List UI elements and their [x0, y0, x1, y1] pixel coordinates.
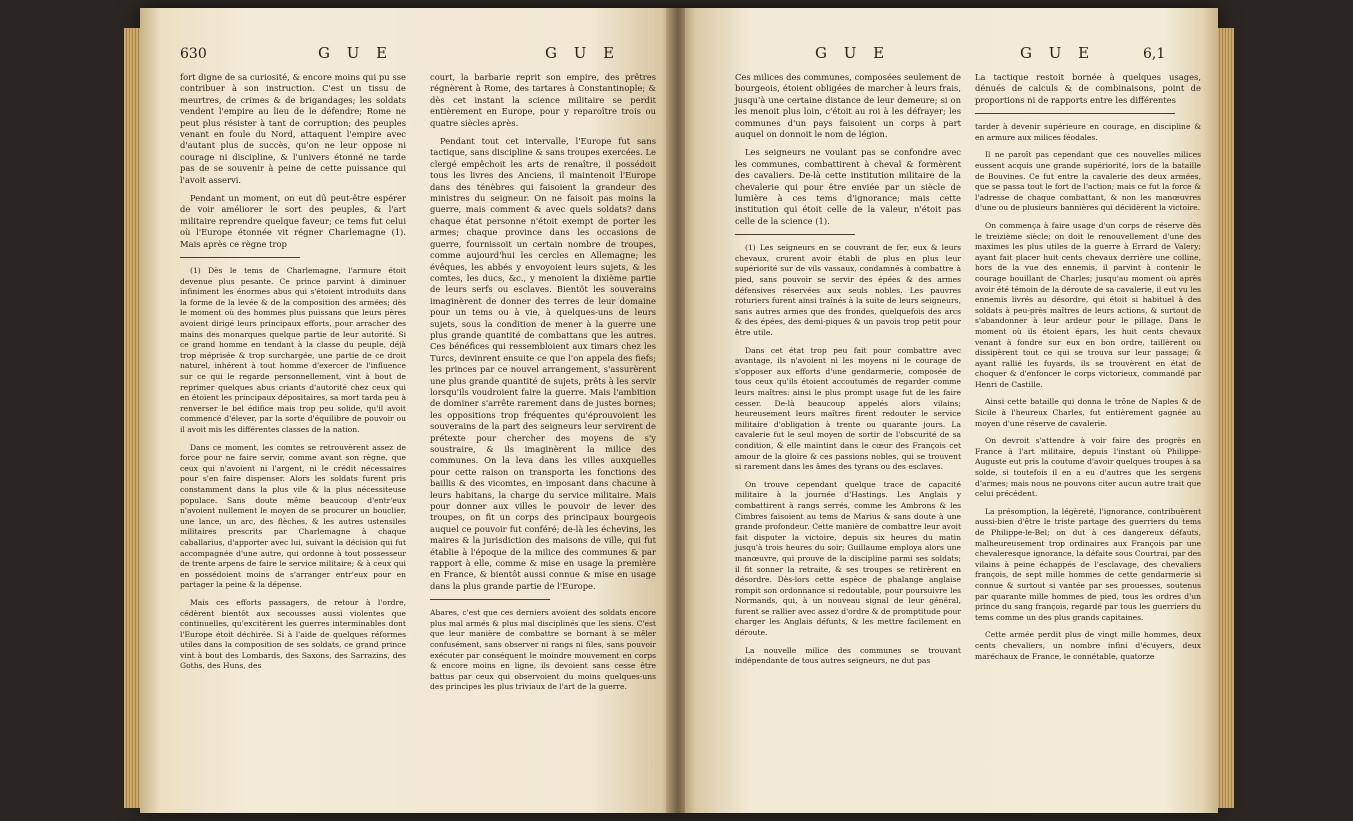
page-number: 630 — [180, 46, 207, 62]
right-page — [685, 8, 1218, 813]
paragraph: Ces milices des communes, composées seulement de bourgeois, étoient obligées de marcher à leurs frais, jusqu'à une certaine distance de leur demeure; si on les menoit plus loin, c'étoit au roi à les défrayer; les communes d'un pays faisoient un corps à part auquel on donnoit le nom de légion. — [735, 72, 961, 140]
footnote: tarder à devenir supérieure en courage, en discipline & en armure aux milices féodales. — [975, 122, 1201, 142]
footnote: On trouve cependant quelque trace de capacité militaire à la journée d'Hastings. Les Anglais y combattirent à rangs serrés, comme les Ambrons & les Cimbres faisoient au tems de Marius & sans doute à une grande profondeur. Cette manière de combattre leur avoit fait disputer la victoire, depuis six heures du matin jusqu'à trois heures du soir; Guillaume employa alors une manœuvre, qui prouve de la discipline parmi ses soldats; il fit sonner la retraite, & ses troupes se retirèrent en désordre. Dès-lors cette espèce de phalange anglaise rompit son ordonnance si redoutable, pour poursuivre les Normands, qui, à un nouveau signal de leur général, furent se rallier avec assez d'ordre & de promptitude pour charger les Anglais défunts, & les mettre facilement en déroute. — [735, 479, 961, 638]
footnote-rule — [180, 257, 300, 258]
footnote: Dans ce moment, les comtes se retrouvèrent assez de force pour ne faire servir, comme avant son règne, que ceux qui n'avoient ni l'argent, ni le crédit nécessaires pour s'en faire dispenser. Alors les soldats furent pris constamment dans la plus vile & la plus nécessiteuse populace. Sans doute même beaucoup d'entr'eux n'avoient nullement le moyen de se procurer un bouclier, une lance, un arc, des flèches, & les autres ustensiles militaires prescrits par Charlemagne à chaque caballarius, d'apporter avec lui, suivant la décision qui fut accompagnée d'une autre, qui ordonne à tout possesseur de trente arpens de faire le service militaire; & à ceux qui en possédoient moins de s'arranger entr'eux pour en partager la peine & la dépense. — [180, 442, 406, 590]
column-right-2 — [975, 72, 1201, 669]
column-right-1 — [735, 72, 961, 674]
column-left-2 — [430, 72, 656, 700]
footnote: Mais ces efforts passagers, de retour à l'ordre, cédèrent bientôt aux secousses aussi violentes que continuelles, qu'excitèrent les guerres interminables dont l'Europe étoit déchirée. Si à l'aide de quelques réformes utiles dans la composition de ses soldats, ce grand prince vint à bout des Lombards, des Saxons, des Sarrazins, des Goths, des Huns, des — [180, 597, 406, 671]
footnote-rule — [430, 599, 550, 600]
footnote: (1) Dès le tems de Charlemagne, l'armure étoit devenue plus pesante. Ce prince parvint à diminuer infiniment les énormes abus qui s'étoient introduits dans la forme de la levée & de la composition des armées; dès le moment où des hommes plus puissans que leurs pères avoient dirigé leurs principaux efforts, pour arracher des mains des monarques quelque partie de leur autorité. Si ce grand homme en tendant à la classe du peuple, déjà trop méprisée & trop surchargée, une partie de ce droit naturel, inhérent à tout homme d'exercer de l'influence sur ce qui le regarde personnellement, vint à bout de reprimer quelques abus criants d'autorité chez ceux qui en étoient les principaux dépositaires, sa mort tarda peu à renverser le bel édifice mais trop peu solide, qu'il avoit commencé d'élever, par la sorte d'équilibre de pouvoir ou il avoit mis les différentes classes de la nation. — [180, 266, 406, 434]
paragraph: Les seigneurs ne voulant pas se confondre avec les communes, combattirent à cheval & formèrent des cavaliers. De-là cette institution militaire de la chevalerie qui pour être enviée par un siècle de lumière à ces tems d'ignorance; mais cette institution qui étoit celle de la valeur, n'étoit pas celle de la science (1). — [735, 147, 961, 226]
paragraph: fort digne de sa curiosité, & encore moins qui pu sse contribuer à son instruction. C'est un tissu de meurtres, de crimes & de brigandages; les soldats vendent l'empire au lieu de le défendre; Rome ne peut plus résister à tant de corruption; des peuples venant en foule du Nord, attaquent l'empire avec d'autant plus de succès, qu'on ne leur oppose ni courage ni discipline, & l'univers étonné ne tarde pas de se souvenir à peine de cette puissance qui l'avoit asservi. — [180, 72, 406, 185]
footnote: La présomption, la légèreté, l'ignorance, contribuèrent aussi-bien d'être le triste partage des guerriers du tems de Philippe-le-Bel; on dut à ces dangereux défauts, malheureusement trop ordinaires aux François par une chevaleresque ignorance, la défaite sous Courtrai, par des vilains à peine échappés de l'esclavage, des chevaliers françois, de sept mille hommes de cette gendarmerie si connue & surtout si vantée par ses prouesses, soutenus par quarante mille hommes de pied, tous les ordres d'un prince du sang françois, regardé par tous les guerriers du tems comme un des plus grands capitaines. — [975, 506, 1201, 622]
footnote: On commença à faire usage d'un corps de réserve dès le treizième siècle; on doit le renouvellement d'une des maximes les plus utiles de la guerre à Errard de Valery; ayant fait placer huit cents chevaux derrière une colline, hors de la vue des ennemis, il parvint à contenir le courage bouillant de Charles; jusqu'au moment où après avoir été témoin de la déroute de sa cavalerie, il eut vu les ennemis livrés au désordre, qui étoit si habituel à des soldats à peu-près maîtres de leurs actions, & surtout de s'abandonner à leur ardeur pour le pillage. Dans le moment où ils étoient épars, les huit cents chevaux venant à fondre sur eux en bon ordre, taillèrent ou dissipèrent tout ce qui se trouva sur leur passage; & ayant rallié les fuyards, ils se trouvèrent en état de choquer & d'enfoncer le corps victorieux, commandé par Henri de Castille. — [975, 220, 1201, 389]
page-number: 6,1 — [1143, 46, 1166, 62]
open-book — [140, 8, 1218, 813]
footnote: (1) Les seigneurs en se couvrant de fer, eux & leurs chevaux, crurent avoir établi de plus en plus leur supériorité sur de vils vassaux, condamnés à combattre à pied, sans pouvoir se servir des épées & des armes défensives réservées aux seuls nobles. Les pauvres roturiers furent ainsi traînés à la suite de leurs seigneurs, sans autres armes que des frondes, quelquefois des arcs & des épées, des demi-piques & un pavois trop petit pour être utile. — [735, 243, 961, 338]
footnote: Cette armée perdit plus de vingt mille hommes, deux cents chevaliers, un nombre infini d'écuyers, deux maréchaux de France, le connétable, quatorze — [975, 630, 1201, 661]
paragraph: La tactique restoit bornée à quelques usages, dénués de calculs & de combinaisons, point de proportions ni de rapports entre les différentes — [975, 72, 1201, 105]
running-head: G U E — [318, 44, 394, 62]
running-head: G U E — [545, 44, 621, 62]
running-head: G U E — [1020, 44, 1096, 62]
footnote: Ainsi cette bataille qui donna le trône de Naples & de Sicile à l'heureux Charles, fut entièrement gagnée au moyen d'une réserve de cavalerie. — [975, 397, 1201, 428]
paragraph: Pendant un moment, on eut dû peut-être espérer de voir améliorer le sort des peuples, & l'art militaire reprendre quelque faveur; ce tems fut celui où l'Europe étonnée vit régner Charlemagne (1). Mais après ce règne trop — [180, 193, 406, 249]
left-page — [140, 8, 672, 813]
column-left-1 — [180, 72, 406, 679]
paragraph: court, la barbarie reprit son empire, des prêtres régnèrent à Rome, des tartares à Constantinople; & dès cet instant la science militaire se perdit entièrement en Europe, pour y reparoître trois ou quatre siècles après. — [430, 72, 656, 128]
paragraph: Pendant tout cet intervalle, l'Europe fut sans tactique, sans discipline & sans troupes exercées. Le clergé empêchoit les arts de renaître, il possédoit tous les livres des Anciens, il maintenoit l'Europe dans des ténèbres qui faisoient la grandeur des ministres du seigneur. On ne faisoit pas moins la guerre, mais comment & avec quels soldats? dans chaque état personne n'étoit exempt de porter les armes; chaque province dans les occasions de guerre, fournissoit un certain nombre de troupes, comme aujourd'hui les cercles en Allemagne; les évêques, les abbés y envoyoient leurs sujets, & les comtes, les ducs, &c., y menoient la dixième partie de leurs serfs ou esclaves. Bientôt les souverains imaginèrent de donner des terres de leur domaine pour un tems ou à vie, à quelques-uns de leurs sujets, sous la condition de mener à la guerre une plus grande quantité de combattans que les autres. Ces bénéfices qui ressembloient aux timars chez les Turcs, devinrent ensuite ce que l'on appela des fiefs; les princes par ce nouvel arrangement, s'assurèrent une plus grande quantité de sujets, prêts à les servir lorsqu'ils voudroient faire la guerre. Mais l'ambition de dominer s'arrête rarement dans de justes bornes; les oppositions trop fréquentes qu'éprouvoient les souverains de la part des seigneurs leur servirent de prétexte pour chercher des moyens de s'y soustraire, & ils imaginèrent la milice des communes. On la leva dans les villes auxquelles pour cette raison on transporta les fonctions des baillis & des vicomtes, en imposant dans chacune à leurs habitans, la charge du service militaire. Mais pour donner aux villes le pouvoir de lever des troupes, on fit un corps des principaux bourgeois auquel ce pouvoir fut conféré; de-là les échevins, les maires & la jurisdiction des maisons de ville, qui fut établie à l'époque de la milice des communes & par rapport à elle, comme & mise en usage la première en France, & bientôt aussi connue & mise en usage dans la plus grande partie de l'Europe. — [430, 136, 656, 591]
running-head: G U E — [815, 44, 891, 62]
footnote-rule — [735, 234, 855, 235]
footnote: La nouvelle milice des communes se trouvant indépendante de tous autres seigneurs, ne dut pas — [735, 645, 961, 666]
footnote: On devroit s'attendre à voir faire des progrès en France à l'art militaire, depuis l'instant où Philippe-Auguste eut pris la coutume d'avoir quelques troupes à sa solde, si toutefois il en a eu d'autres que les sergens d'armes; mais nous ne pouvons citer aucun autre trait que celui précédent. — [975, 436, 1201, 499]
footnote: Dans cet état trop peu fait pour combattre avec avantage, ils n'avoient ni les moyens ni le courage de s'opposer aux efforts d'une gendarmerie, composée de tous ceux qu'ils étoient accoutumés de regarder comme leurs maîtres: ainsi le plus prompt usage fut de les faire cesser. De-là beaucoup appelés alors vilains; heureusement leurs maîtres firent redouter le service militaire d'obligation à trente ou quarante jours. La cavalerie fut le seul moyen de sortir de l'obscurité de sa condition, & elle maintint dans le cœur des François cet amour de la gloire & ces passions nobles, qui se trouvent si rarement dans les âmes des tyrans ou des esclaves. — [735, 345, 961, 472]
footnote: Il ne paroît pas cependant que ces nouvelles milices eussent acquis une grande supériorité, lors de la bataille de Bouvines. Ce fut entre la cavalerie des deux armées, que se passa tout le fort de l'action; mais ce fut la force & l'adresse de chaque combattant, & non les manœuvres d'une ou de plusieurs bannières qui décidèrent la victoire. — [975, 150, 1201, 213]
footnote-rule — [975, 113, 1175, 114]
footnote: Abares, c'est que ces derniers avoient des soldats encore plus mal armés & plus mal disciplinés que les siens. C'est que leur manière de combattre se bornant à se mêler confusément, sans observer ni rangs ni files, sans pouvoir exécuter par conséquent le moindre mouvement en corps & encore moins en ligne, ils devoient sans cesse être battus par ceux qui observoient du moins quelques-uns des principes les plus triviaux de l'art de la guerre. — [430, 608, 656, 692]
page-edges-right — [1216, 28, 1234, 808]
